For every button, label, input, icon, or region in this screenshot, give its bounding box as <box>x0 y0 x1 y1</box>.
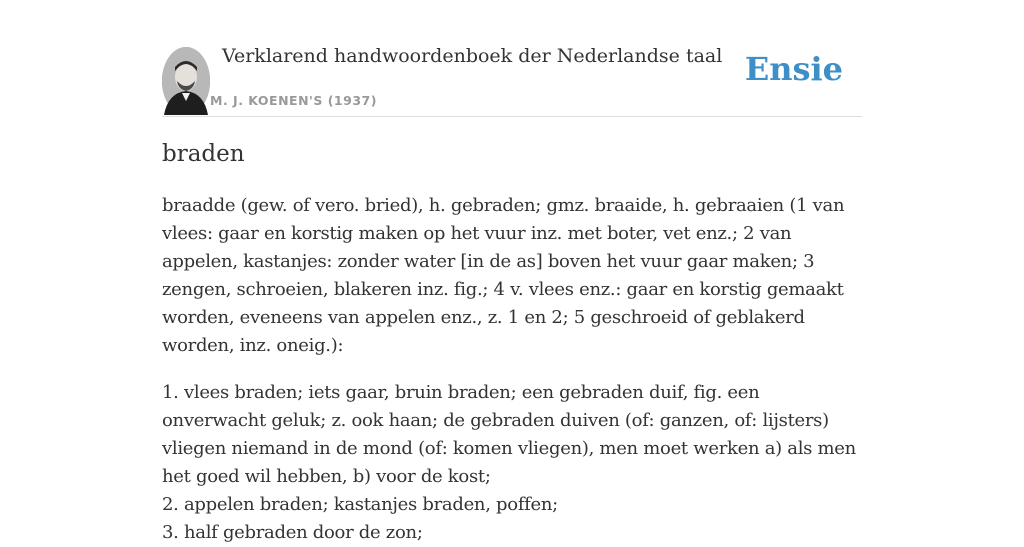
book-title: Verklarend handwoordenboek der Nederlandse taal <box>222 45 723 67</box>
header <box>162 0 862 117</box>
sense-item: 3. half gebraden door de zon; <box>162 522 423 543</box>
ensie-logo-link[interactable]: Ensie <box>744 50 843 88</box>
senses-list <box>162 379 862 547</box>
content <box>162 0 862 547</box>
author-label: M. J. KOENEN'S (1937) <box>210 93 377 108</box>
headword: braden <box>162 141 245 167</box>
sense-item: 1. vlees braden; iets gaar, bruin braden; een gebraden duif, fig. een onverwacht geluk; z. ook haan; de gebraden duiven (of: ganzen, of: lijsters) vliegen niemand in de mond (of: komen vliegen), men moet werken a) als men het goed wil hebben, b) voor de kost; <box>162 382 856 487</box>
portrait-image <box>162 47 210 115</box>
definition: braadde (gew. of vero. bried), h. gebraden; gmz. braaide, h. gebraaien (1 van vlees: gaar en korstig maken op het vuur inz. met boter, vet enz.; 2 van appelen, kastanjes: zonder water [in de as] boven het vuur gaar maken; 3 zengen, schroeien, blakeren inz. fig.; 4 v. vlees enz.: gaar en korstig gemaakt worden, eveneens van appelen enz., z. 1 en 2; 5 geschroeid of geblakerd worden, inz. oneig.): <box>162 195 845 356</box>
sense-item: 2. appelen braden; kastanjes braden, poffen; <box>162 494 558 515</box>
author-portrait <box>162 47 210 115</box>
